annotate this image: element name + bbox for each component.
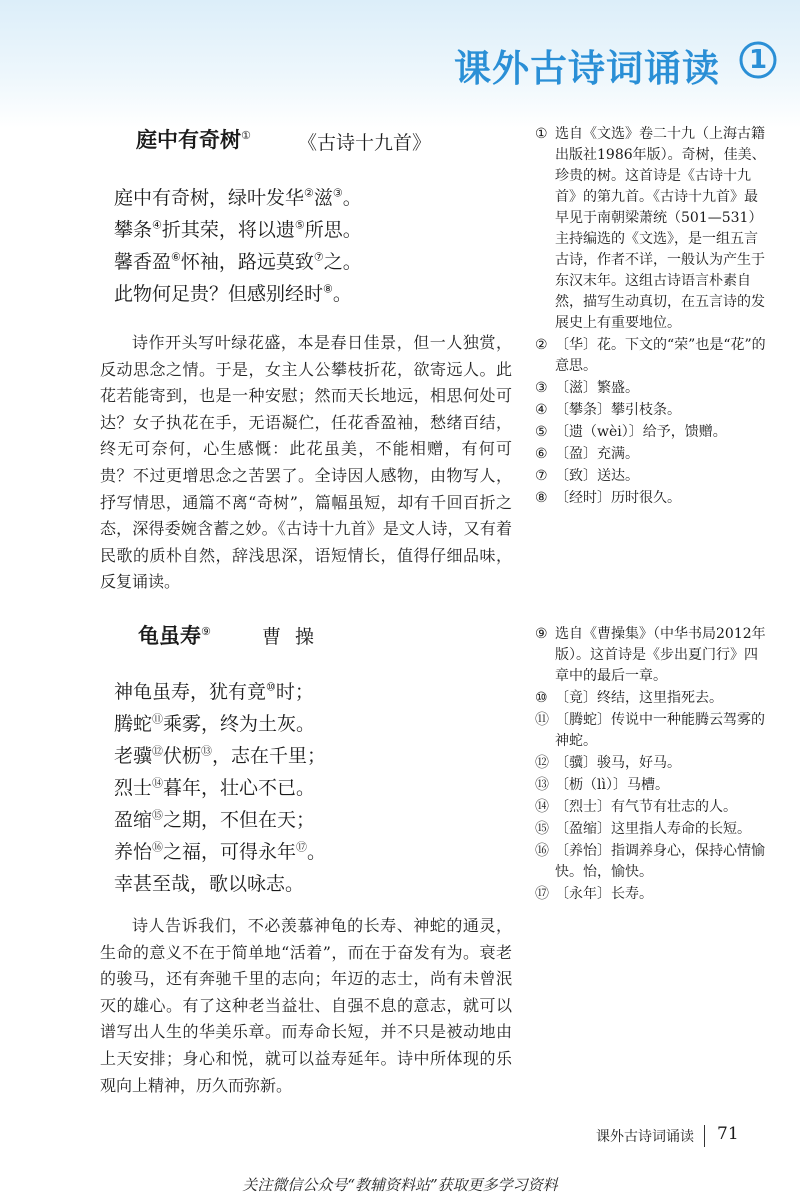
footnote: ⑧ 〔经时〕历时很久。 xyxy=(535,490,681,506)
poem2-author: 曹操 xyxy=(262,626,329,648)
footnote: ⑬ 〔枥（lì）〕马槽。 xyxy=(535,777,669,793)
footnote: ⑩ 〔竟〕终结，这里指死去。 xyxy=(535,690,723,706)
poem1-commentary: 诗作开头写叶绿花盛，本是春日佳景，但一人独赏，反动思念之情。于是，女主人公攀枝折花，欲寄远人。此花若能寄到，也是一种安慰；然而天长地远，相思何处可达？女子执花在手，无语凝伫，任花香盈袖，愁绪百结，终无可奈何，心生感慨：此花虽美，不能相赠，有何可贵？不过更增思念之苦罢了。全诗因人感物，由物写人，抒写情思，通篇不离“奇树”，篇幅虽短，却有千回百折之态，深得委婉含蓄之妙。《古诗十九首》是文人诗，又有着民歌的质朴自然，辞浅思深，语短情长，值得仔细品味，反复诵读。 xyxy=(100,333,512,592)
poem1-lines xyxy=(114,182,362,310)
footnote: ⑨ 选自《曹操集》（中华书局2012年版）。这首诗是《步出夏门行》四章中的最后一章。 xyxy=(535,626,766,684)
poem-line: 幸甚至哉，歌以咏志。 xyxy=(114,873,305,895)
footer-section-label: 课外古诗词诵读 xyxy=(596,1129,694,1145)
poem-line: 神龟虽寿，犹有竟⑩时； xyxy=(114,680,314,703)
footnote: ⑰ 〔永年〕长寿。 xyxy=(535,886,653,902)
notes-poem1 xyxy=(535,124,770,510)
poem-line: 庭中有奇树，绿叶发华②滋③。 xyxy=(114,186,362,209)
poem-line: 腾蛇⑪乘雾，终为土灰。 xyxy=(114,712,316,735)
poem-line: 盈缩⑮之期，不但在天； xyxy=(114,808,316,831)
unit-label: 1 xyxy=(748,45,768,75)
footnote: ① 选自《文选》卷二十九（上海古籍出版社1986年版）。奇树，佳美、珍贵的树。这首诗是《古诗十九首》的第九首。《古诗十九首》最早见于南朝梁萧统（501—531）主持编选的《文选》，是一组五言古诗，作者不详，一般认为产生于东汉末年。这组古诗语言朴素自然，描写生动真切，在五言诗的发展史上有重要地位。 xyxy=(535,126,766,331)
footnote: ⑤ 〔遗（wèi）〕给予，馈赠。 xyxy=(535,424,727,440)
poem-line: 烈士⑭暮年，壮心不已。 xyxy=(114,776,316,799)
poem-line: 老骥⑫伏枥⑬，志在千里； xyxy=(114,744,327,767)
footnote: ⑭ 〔烈士〕有气节有壮志的人。 xyxy=(535,799,737,815)
poem2-title: 龟虽寿⑨ xyxy=(138,624,211,648)
poem-line: 此物何足贵？但感别经时⑧。 xyxy=(114,282,352,305)
unit-badge xyxy=(738,40,778,80)
poem1-source: 《古诗十九首》 xyxy=(298,132,432,154)
footnote: ⑪ 〔腾蛇〕传说中一种能腾云驾雾的神蛇。 xyxy=(535,712,765,749)
poem1-title: 庭中有奇树① xyxy=(136,128,251,152)
poem-line: 养怡⑯之福，可得永年⑰。 xyxy=(114,840,327,863)
section-title: 课外古诗词诵读 xyxy=(454,47,720,90)
footer-divider xyxy=(704,1125,705,1147)
notes-poem2 xyxy=(535,624,770,906)
promo-banner: 关注微信公众号“教辅资料站”获取更多学习资料 xyxy=(242,1176,558,1194)
footnote: ② 〔华〕花。下文的“荣”也是“花”的意思。 xyxy=(535,337,766,374)
poem-line: 攀条④折其荣，将以遗⑤所思。 xyxy=(114,218,362,241)
poem2-commentary: 诗人告诉我们，不必羡慕神龟的长寿、神蛇的通灵，生命的意义不在于简单地“活着”，而在于奋发有为。衰老的骏马，还有奔驰千里的志向；年迈的志士，尚有未曾泯灭的雄心。有了这种老当益壮、自强不息的意志，就可以谱写出人生的华美乐章。而寿命长短，并不只是被动地由上天安排；身心和悦，就可以益寿延年。诗中所体现的乐观向上精神，历久而弥新。 xyxy=(100,916,512,1095)
footnote: ⑦ 〔致〕送达。 xyxy=(535,468,639,484)
page-number: 71 xyxy=(717,1124,739,1144)
footnote: ⑥ 〔盈〕充满。 xyxy=(535,446,639,462)
footnote: ⑫ 〔骥〕骏马，好马。 xyxy=(535,755,681,771)
footnote: ⑯ 〔养怡〕指调养身心，保持心情愉快。怡，愉快。 xyxy=(535,843,765,880)
poem2-lines xyxy=(114,676,326,900)
footnote: ③ 〔滋〕繁盛。 xyxy=(535,380,639,396)
footnote: ④ 〔攀条〕攀引枝条。 xyxy=(535,402,681,418)
poem-line: 馨香盈⑥怀袖，路远莫致⑦之。 xyxy=(114,250,362,273)
footnote: ⑮ 〔盈缩〕这里指人寿命的长短。 xyxy=(535,821,751,837)
